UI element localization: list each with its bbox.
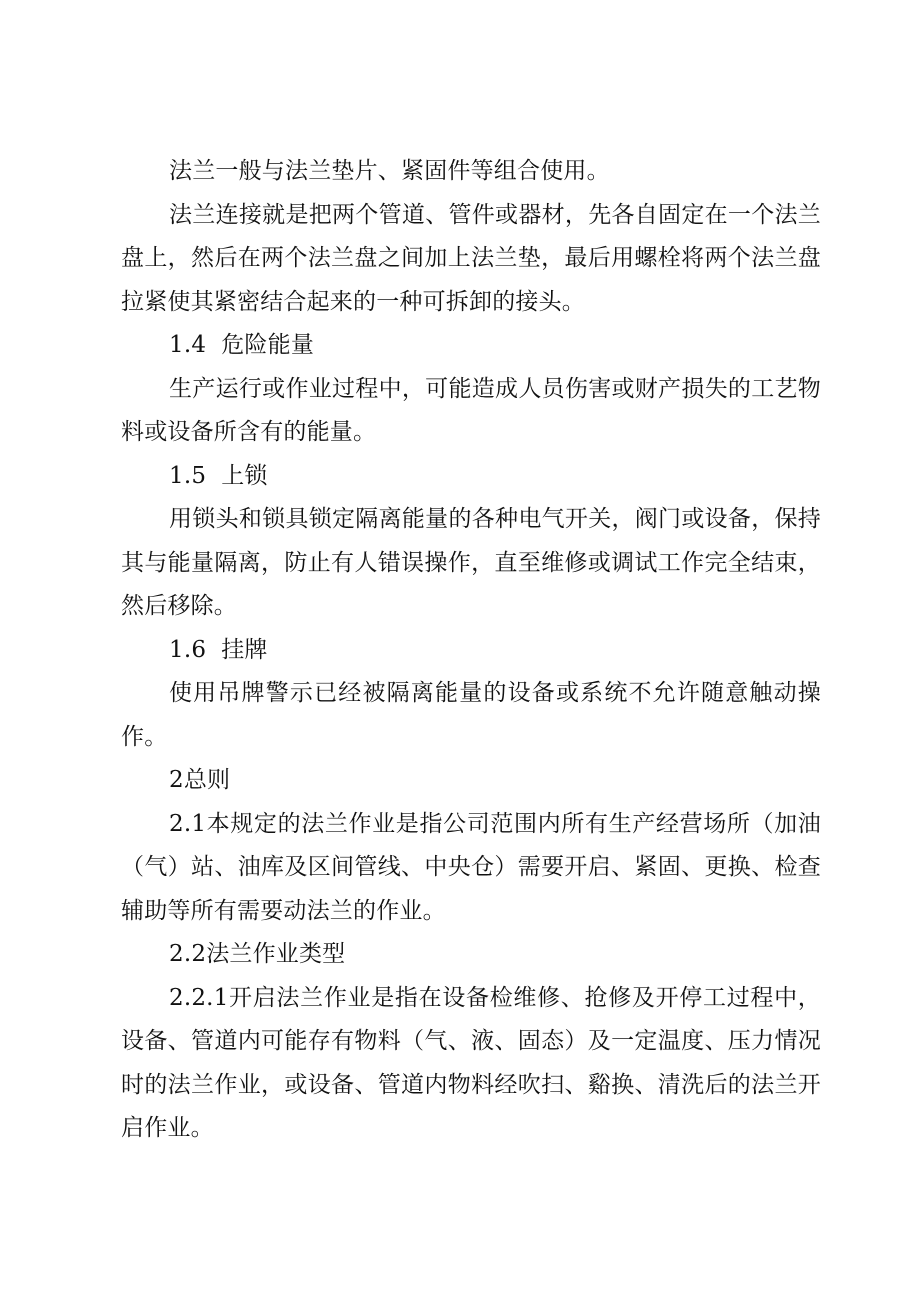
section-number: 1.6 xyxy=(169,636,207,663)
clause-number: 2.1 xyxy=(169,810,207,837)
paragraph-general-2-1 xyxy=(121,803,821,934)
section-heading-2-2 xyxy=(121,933,821,977)
section-title: 法兰作业类型 xyxy=(206,941,346,967)
paragraph-lockout: 用锁头和锁具锁定隔离能量的各种电气开关，阀门或设备，保持其与能量隔离，防止有人错误操作，直至维修或调试工作完全结束，然后移除。 xyxy=(121,506,821,619)
clause-number: 2.2.1 xyxy=(169,984,229,1011)
section-number: 1.4 xyxy=(169,332,207,358)
section-title: 挂牌 xyxy=(221,636,268,663)
document-body xyxy=(121,150,821,1151)
section-number: 1.5 xyxy=(169,462,207,489)
section-number: 2.2 xyxy=(169,941,207,967)
paragraph-flange-usage: 法兰一般与法兰垫片、紧固件等组合使用。 xyxy=(169,158,610,184)
section-heading-2 xyxy=(121,759,821,803)
section-number: 2 xyxy=(169,767,184,793)
paragraph-tagout: 使用吊牌警示已经被隔离能量的设备或系统不允许随意触动操作。 xyxy=(121,680,821,750)
section-title: 总则 xyxy=(183,767,231,793)
section-heading-1-4 xyxy=(121,324,821,368)
section-title: 上锁 xyxy=(221,462,268,489)
section-heading-1-5 xyxy=(121,455,821,499)
section-title: 危险能量 xyxy=(221,332,315,358)
clause-text: 本规定的法兰作业是指公司范围内所有生产经营场所（加油（气）站、油库及区间管线、中央仓）需要开启、紧固、更换、检查辅助等所有需要动法兰的作业。 xyxy=(121,810,821,924)
section-heading-1-6 xyxy=(121,629,821,673)
paragraph-hazardous-energy: 生产运行或作业过程中，可能造成人员伤害或财产损失的工艺物料或设备所含有的能量。 xyxy=(121,375,821,445)
clause-text: 开启法兰作业是指在设备检维修、抢修及开停工过程中，设备、管道内可能存有物料（气、液、固态）及一定温度、压力情况时的法兰作业，或设备、管道内物料经吹扫、谿换、清洗后的法兰开启作业。 xyxy=(121,984,821,1141)
paragraph-flange-type-2-2-1 xyxy=(121,977,821,1151)
paragraph-flange-connection: 法兰连接就是把两个管道、管件或器材，先各自固定在一个法兰盘上，然后在两个法兰盘之间加上法兰垫，最后用螺栓将两个法兰盘拉紧使其紧密结合起来的一种可拆卸的接头。 xyxy=(121,201,821,315)
